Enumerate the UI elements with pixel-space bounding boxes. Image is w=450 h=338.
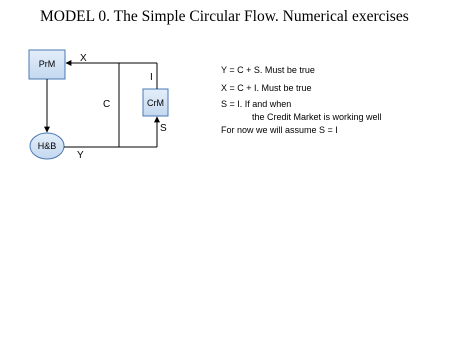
crm-label: CrM <box>147 98 164 108</box>
note-line-4: the Credit Market is working well <box>252 112 382 122</box>
i-flow-label: I <box>150 72 153 83</box>
s-flow-label: S <box>160 123 167 134</box>
page-title: MODEL 0. The Simple Circular Flow. Numerical exercises <box>40 8 409 25</box>
x-flow-label: X <box>80 53 87 64</box>
note-line-5: For now we will assume S = I <box>221 125 338 135</box>
note-line-1: Y = C + S. Must be true <box>221 65 315 75</box>
prm-label: PrM <box>38 59 56 69</box>
note-line-2: X = C + I. Must be true <box>221 83 312 93</box>
c-flow-label: C <box>103 99 111 110</box>
note-line-3: S = I. If and when <box>221 99 292 109</box>
hb-label: H&B <box>37 141 57 151</box>
y-flow-label: Y <box>77 150 84 161</box>
